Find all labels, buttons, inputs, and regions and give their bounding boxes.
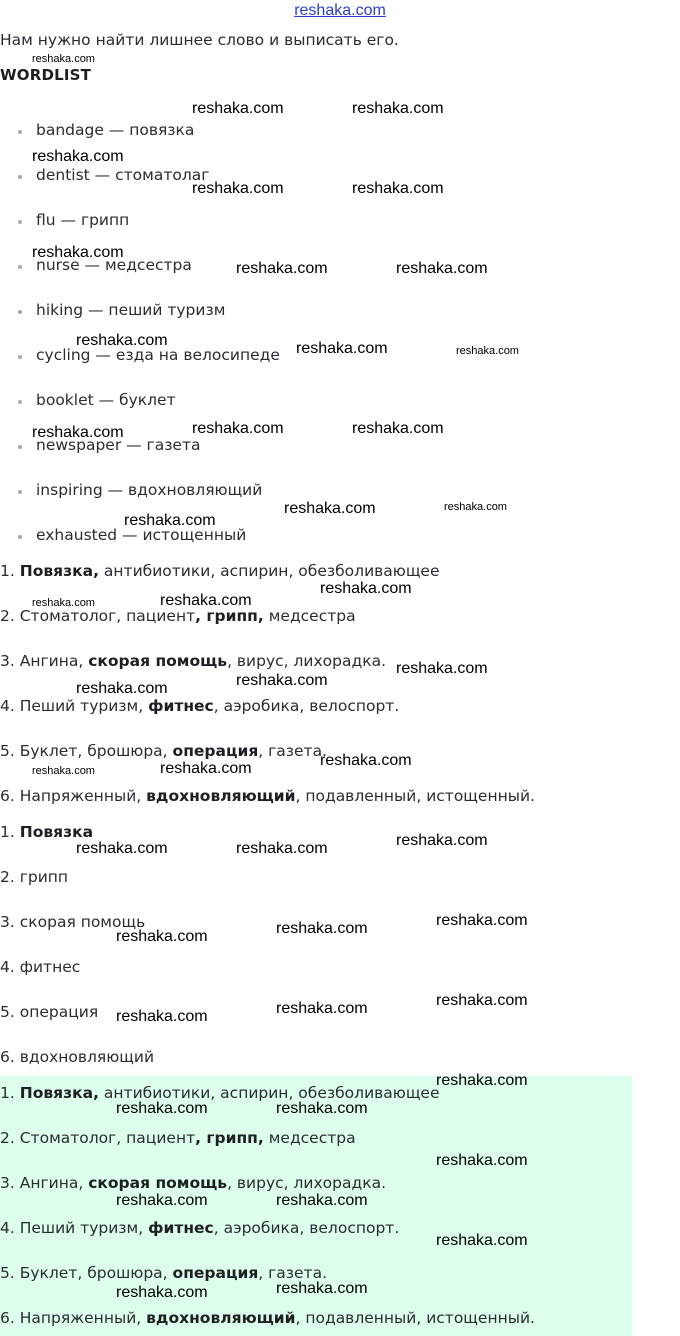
watermark: reshaka.com	[352, 100, 444, 117]
watermark: reshaka.com	[32, 424, 124, 441]
bullet-icon	[18, 445, 22, 449]
watermark: reshaka.com	[76, 680, 168, 697]
watermark: reshaka.com	[32, 148, 124, 165]
bullet-icon	[18, 175, 22, 179]
highlighted-line: 4. Пеший туризм, фитнес, аэробика, велоспорт.	[0, 1219, 400, 1237]
bullet-icon	[18, 490, 22, 494]
exercise-line: 5. Буклет, брошюра, операция, газета.	[0, 742, 328, 760]
watermark: reshaka.com	[396, 660, 488, 677]
watermark: reshaka.com	[456, 345, 519, 357]
watermark: reshaka.com	[116, 1284, 208, 1301]
watermark: reshaka.com	[116, 1008, 208, 1025]
watermark: reshaka.com	[436, 1072, 528, 1089]
watermark: reshaka.com	[296, 340, 388, 357]
watermark: reshaka.com	[32, 53, 95, 65]
watermark: reshaka.com	[32, 597, 95, 609]
exercise-line: 1. Повязка, антибиотики, аспирин, обезболивающее	[0, 562, 440, 580]
watermark: reshaka.com	[352, 420, 444, 437]
watermark: reshaka.com	[192, 180, 284, 197]
watermark: reshaka.com	[284, 500, 376, 517]
watermark: reshaka.com	[436, 992, 528, 1009]
highlighted-line: 3. Ангина, скорая помощь, вирус, лихорадка.	[0, 1174, 386, 1192]
watermark: reshaka.com	[276, 1192, 368, 1209]
watermark: reshaka.com	[436, 912, 528, 929]
answer-line: 2. грипп	[0, 868, 69, 886]
exercise-line: 2. Стоматолог, пациент, грипп, медсестра	[0, 607, 356, 625]
exercise-line: 3. Ангина, скорая помощь, вирус, лихорадка.	[0, 652, 386, 670]
watermark: reshaka.com	[276, 1100, 368, 1117]
watermark: reshaka.com	[76, 332, 168, 349]
answer-line: 3. скорая помощь	[0, 913, 146, 931]
watermark: reshaka.com	[276, 1000, 368, 1017]
bullet-icon	[18, 535, 22, 539]
watermark: reshaka.com	[396, 832, 488, 849]
watermark: reshaka.com	[116, 1192, 208, 1209]
watermark: reshaka.com	[236, 672, 328, 689]
watermark: reshaka.com	[192, 420, 284, 437]
wordlist-heading: WORDLIST	[0, 66, 92, 84]
bullet-icon	[18, 355, 22, 359]
highlighted-line: 2. Стоматолог, пациент, грипп, медсестра	[0, 1129, 356, 1147]
watermark: reshaka.com	[116, 928, 208, 945]
exercise-line: 6. Напряженный, вдохновляющий, подавленный, истощенный.	[0, 787, 535, 805]
watermark: reshaka.com	[236, 840, 328, 857]
watermark: reshaka.com	[192, 100, 284, 117]
bullet-icon	[18, 400, 22, 404]
exercise-line: 4. Пеший туризм, фитнес, аэробика, велоспорт.	[0, 697, 400, 715]
watermark: reshaka.com	[444, 501, 507, 513]
watermark: reshaka.com	[32, 244, 124, 261]
answer-line: 5. операция	[0, 1003, 99, 1021]
highlighted-line: 5. Буклет, брошюра, операция, газета.	[0, 1264, 328, 1282]
bullet-icon	[18, 130, 22, 134]
watermark: reshaka.com	[320, 580, 412, 597]
answer-line: 4. фитнес	[0, 958, 81, 976]
watermark: reshaka.com	[352, 180, 444, 197]
highlighted-line: 6. Напряженный, вдохновляющий, подавленный, истощенный.	[0, 1309, 535, 1327]
bullet-icon	[18, 265, 22, 269]
answer-line: 1. Повязка	[0, 823, 94, 841]
watermark: reshaka.com	[116, 1100, 208, 1117]
site-link[interactable]: reshaka.com	[294, 2, 386, 19]
watermark: reshaka.com	[436, 1152, 528, 1169]
watermark: reshaka.com	[160, 592, 252, 609]
watermark: reshaka.com	[276, 920, 368, 937]
watermark: reshaka.com	[160, 760, 252, 777]
watermark: reshaka.com	[320, 752, 412, 769]
watermark: reshaka.com	[276, 1280, 368, 1297]
bullet-icon	[18, 220, 22, 224]
watermark: reshaka.com	[396, 260, 488, 277]
watermark: reshaka.com	[436, 1232, 528, 1249]
highlighted-line: 1. Повязка, антибиотики, аспирин, обезболивающее	[0, 1084, 440, 1102]
answer-line: 6. вдохновляющий	[0, 1048, 155, 1066]
intro-text: Нам нужно найти лишнее слово и выписать его.	[0, 31, 399, 49]
watermark: reshaka.com	[124, 512, 216, 529]
watermark: reshaka.com	[76, 840, 168, 857]
bullet-icon	[18, 310, 22, 314]
watermark: reshaka.com	[236, 260, 328, 277]
watermark: reshaka.com	[32, 765, 95, 777]
